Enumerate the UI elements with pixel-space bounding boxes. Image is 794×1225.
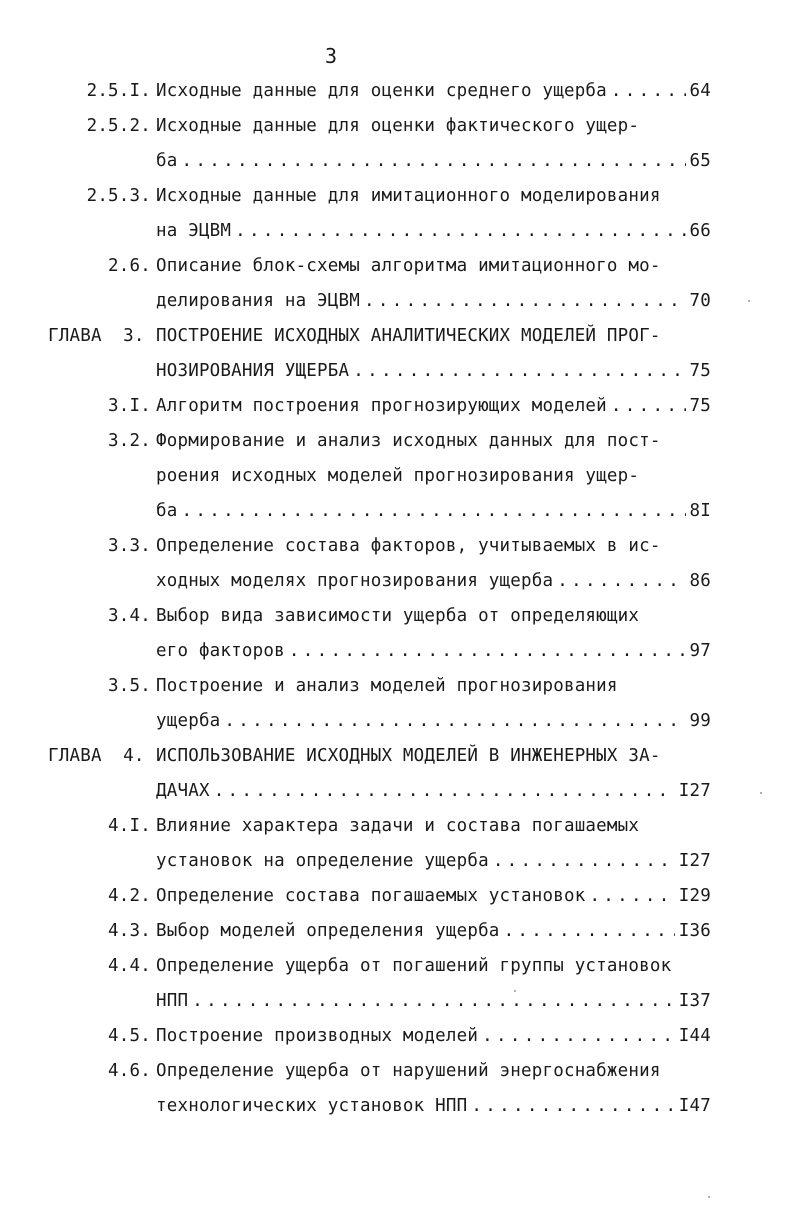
- entry-leader-line: [156, 850, 711, 872]
- section-number: 4.3.: [108, 921, 151, 941]
- chapter-label: ГЛАВА 4.: [48, 746, 145, 766]
- entry-title-line: ИСПОЛЬЗОВАНИЕ ИСХОДНЫХ МОДЕЛЕЙ В ИНЖЕНЕРНЫХ ЗА-: [156, 746, 661, 766]
- entry-title-line: делирования на ЭЦВМ: [156, 291, 360, 311]
- entry-leader-line: [156, 1025, 711, 1047]
- entry-title-line: НПП: [156, 991, 189, 1011]
- entry-title-line: Выбор вида зависимости ущерба от определяющих: [156, 606, 640, 626]
- entry-title-line: ДАЧАХ: [156, 781, 210, 801]
- scan-speck: [514, 990, 516, 992]
- section-number: 3.I.: [108, 396, 151, 416]
- dot-leader: [471, 1095, 674, 1117]
- entry-leader-line: [156, 80, 711, 102]
- entry-title-line: Определение состава факторов, учитываемых в ис-: [156, 536, 661, 556]
- dot-leader: [611, 395, 686, 417]
- section-number: 3.4.: [108, 606, 151, 626]
- page-reference: I29: [678, 886, 711, 906]
- scan-speck: [760, 792, 762, 794]
- page-reference: 75: [689, 361, 711, 381]
- page-reference: I27: [678, 851, 711, 871]
- page-reference: 64: [689, 81, 711, 101]
- entry-leader-line: [156, 710, 711, 732]
- dot-leader: [289, 640, 686, 662]
- entry-title-line: его факторов: [156, 641, 285, 661]
- entry-title-line: Определение ущерба от погашений группы установок: [156, 956, 672, 976]
- entry-title-line: Определение состава погашаемых установок: [156, 886, 586, 906]
- entry-title-line: Выбор моделей определения ущерба: [156, 921, 500, 941]
- entry-title-line: Формирование и анализ исходных данных для пост-: [156, 431, 661, 451]
- page-reference: 86: [689, 571, 711, 591]
- entry-title-line: Исходные данные для имитационного моделирования: [156, 186, 661, 206]
- entry-title-line: ПОСТРОЕНИЕ ИСХОДНЫХ АНАЛИТИЧЕСКИХ МОДЕЛЕЙ ПРОГ-: [156, 326, 661, 346]
- dot-leader: [611, 80, 686, 102]
- chapter-label: ГЛАВА 3.: [48, 326, 145, 346]
- scan-speck: [708, 1196, 710, 1198]
- scan-speck: [748, 300, 750, 302]
- section-number: 3.3.: [108, 536, 151, 556]
- page-reference: 70: [689, 291, 711, 311]
- entry-leader-line: [156, 360, 711, 382]
- entry-title-line: Исходные данные для оценки фактического ущер-: [156, 116, 640, 136]
- section-number: 3.2.: [108, 431, 151, 451]
- page-reference: 66: [689, 221, 711, 241]
- entry-leader-line: [156, 500, 711, 522]
- page-reference: I27: [678, 781, 711, 801]
- dot-leader: [214, 780, 675, 802]
- entry-leader-line: [156, 290, 711, 312]
- entry-title-line: Влияние характера задачи и состава погашаемых: [156, 816, 640, 836]
- entry-title-line: технологических установок НПП: [156, 1096, 468, 1116]
- page-reference: I37: [678, 991, 711, 1011]
- entry-title-line: Описание блок-схемы алгоритма имитационного мо-: [156, 256, 661, 276]
- dot-leader: [504, 920, 675, 942]
- section-number: 4.I.: [108, 816, 151, 836]
- section-number: 3.5.: [108, 676, 151, 696]
- section-number: 4.2.: [108, 886, 151, 906]
- entry-title-line: Определение ущерба от нарушений энергоснабжения: [156, 1061, 661, 1081]
- entry-leader-line: [156, 640, 711, 662]
- entry-title-line: Алгоритм построения прогнозирующих моделей: [156, 396, 607, 416]
- page-reference: 75: [689, 396, 711, 416]
- dot-leader: [589, 885, 674, 907]
- dot-leader: [493, 850, 675, 872]
- dot-leader: [557, 570, 685, 592]
- entry-leader-line: [156, 150, 711, 172]
- page-reference: 97: [689, 641, 711, 661]
- entry-title-line: Исходные данные для оценки среднего ущерба: [156, 81, 607, 101]
- entry-title-line: ходных моделях прогнозирования ущерба: [156, 571, 554, 591]
- dot-leader: [353, 360, 685, 382]
- entry-title-line: установок на определение ущерба: [156, 851, 489, 871]
- entry-title-line: ущерба: [156, 711, 221, 731]
- dot-leader: [235, 220, 685, 242]
- page-reference: 65: [689, 151, 711, 171]
- entry-leader-line: [156, 780, 711, 802]
- dot-leader: [181, 500, 685, 522]
- page-reference: 99: [689, 711, 711, 731]
- entry-title-line: Построение производных моделей: [156, 1026, 479, 1046]
- entry-leader-line: [156, 920, 711, 942]
- entry-leader-line: [156, 885, 711, 907]
- section-number: 2.6.: [108, 256, 151, 276]
- dot-leader: [364, 290, 686, 312]
- section-number: 4.4.: [108, 956, 151, 976]
- dot-leader: [192, 990, 675, 1012]
- entry-leader-line: [156, 220, 711, 242]
- entry-title-line: на ЭЦВМ: [156, 221, 232, 241]
- entry-title-line: НОЗИРОВАНИЯ УЩЕРБА: [156, 361, 350, 381]
- entry-title-line: ба: [156, 151, 178, 171]
- entry-title-line: роения исходных моделей прогнозирования ущер-: [156, 466, 640, 486]
- section-number: 2.5.2.: [86, 116, 151, 136]
- section-number: 2.5.I.: [86, 81, 151, 101]
- section-number: 4.6.: [108, 1061, 151, 1081]
- page-number: 3: [324, 44, 338, 68]
- page-reference: I36: [678, 921, 711, 941]
- page-reference: 8I: [689, 501, 711, 521]
- entry-leader-line: [156, 395, 711, 417]
- entry-title-line: Построение и анализ моделей прогнозирования: [156, 676, 618, 696]
- dot-leader: [224, 710, 685, 732]
- entry-title-line: ба: [156, 501, 178, 521]
- page-reference: I47: [678, 1096, 711, 1116]
- dot-leader: [482, 1025, 675, 1047]
- section-number: 4.5.: [108, 1026, 151, 1046]
- dot-leader: [181, 150, 685, 172]
- section-number: 2.5.3.: [86, 186, 151, 206]
- entry-leader-line: [156, 990, 711, 1012]
- page-reference: I44: [678, 1026, 711, 1046]
- entry-leader-line: [156, 1095, 711, 1117]
- entry-leader-line: [156, 570, 711, 592]
